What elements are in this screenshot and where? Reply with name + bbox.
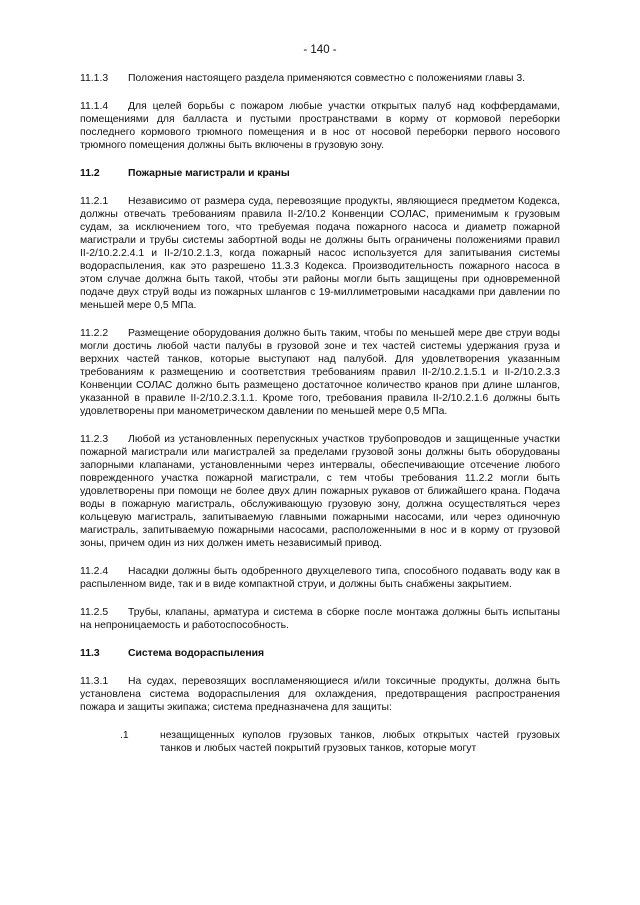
document-body (80, 72, 560, 755)
paragraph-number: 11.3.1 (80, 676, 109, 687)
paragraph-11-2-4 (80, 565, 560, 591)
list-item-1 (80, 729, 560, 755)
paragraph-number: 11.2.3 (80, 434, 109, 445)
paragraph-11-2-1 (80, 195, 560, 312)
section-number: 11.2 (80, 168, 100, 179)
paragraph-11-3-1 (80, 675, 560, 714)
paragraph-text: Независимо от размера суда, перевозящие продукты, являющиеся предметом Кодекса, должны отвечать требованиям правила II-2/10.2 Конвенции СОЛАС, применимым к грузовым судам, за исключением того, что требуемая подача пожарного насоса и диаметр пожарной магистрали и трубы системы забортной воды не должны быть ограничены положениями правил II-2/10.2.2.4.1 и II-2/10.2.1.3, когда пожарный насос используется для запитывания системы водораспыления, как это разрешено 11.3.3 Кодекса. Производительность пожарного насоса в этом случае должна быть такой, чтобы эти районы могли быть защищены при одновременной подаче двух струй воды из пожарных шлангов с 19-миллиметровыми насадками при давлении по меньшей мере 0,5 МПа. (80, 196, 560, 311)
paragraph-11-1-3 (80, 72, 560, 85)
list-item-text: незащищенных куполов грузовых танков, любых открытых частей грузовых танков и любых частей покрытий грузовых танков, которые могут (160, 730, 560, 754)
paragraph-text: Трубы, клапаны, арматура и система в сборке после монтажа должны быть испытаны на непроницаемость и работоспособность. (80, 607, 560, 631)
paragraph-text: Любой из установленных перепускных участков трубопроводов и защищенные участки пожарной магистрали или магистралей за пределами грузовой зоны должны быть оборудованы запорными клапанами, установленными через интервалы, обеспечивающие отсечение любого поврежденного участка пожарной магистрали, с тем чтобы требования 11.2.2 могли быть удовлетворены при помощи не более двух длин пожарных рукавов от ближайшего крана. Подача воды в пожарную магистраль, обслуживающую грузовую зону, должна осуществляться через кольцевую магистраль, запитываемую главными пожарными насосами, или через одиночную магистраль, запитываемую пожарными насосами, расположенными в нос и в корму от грузовой зоны, причем один из них должен иметь независимый привод. (80, 434, 560, 549)
section-title: Система водораспыления (128, 648, 265, 659)
section-title: Пожарные магистрали и краны (128, 168, 290, 179)
paragraph-number: 11.2.5 (80, 607, 109, 618)
section-heading-11-2 (80, 167, 560, 180)
paragraph-text: Для целей борьбы с пожаром любые участки открытых палуб над коффердамами, помещениями для балласта и пустыми пространствами в корму от кормовой переборки последнего кормового трюмного помещения и в нос от носовой переборки первого носового трюмного помещения должны быть включены в грузовую зону. (80, 101, 560, 151)
paragraph-text: На судах, перевозящих воспламеняющиеся и/или токсичные продукты, должна быть установлена система водораспыления для охлаждения, предотвращения распространения пожара и защиты экипажа; система предназначена для защиты: (80, 676, 560, 713)
paragraph-text: Насадки должны быть одобренного двухцелевого типа, способного подавать воду как в распыленном виде, так и в виде компактной струи, и должны быть снабжены закрытием. (80, 566, 560, 590)
list-marker: .1 (120, 730, 129, 741)
paragraph-text: Размещение оборудования должно быть таким, чтобы по меньшей мере две струи воды могли достичь любой части палубы в грузовой зоне и тех частей системы удержания груза и верхних частей танков, которые выступают над палубой. Для удовлетворения указанным требованиям к размещению и соответствия требованиям правил II-2/10.2.1.5.1 и II-2/10.2.3.3 Конвенции СОЛАС должно быть размещено достаточное количество кранов при длине шлангов, указанной в правиле II-2/10.2.3.1.1. Кроме того, требования правила II-2/10.2.1.6 должны быть удовлетворены при манометрическом давлении по меньшей мере 0,5 МПа. (80, 328, 560, 417)
page-number: - 140 - (303, 44, 337, 56)
paragraph-11-2-2 (80, 327, 560, 418)
section-heading-11-3 (80, 647, 560, 660)
paragraph-11-1-4 (80, 100, 560, 152)
paragraph-text: Положения настоящего раздела применяются совместно с положениями главы 3. (128, 73, 526, 84)
paragraph-11-2-3 (80, 433, 560, 550)
paragraph-number: 11.1.4 (80, 101, 109, 112)
paragraph-11-2-5 (80, 606, 560, 632)
paragraph-number: 11.1.3 (80, 73, 109, 84)
section-number: 11.3 (80, 648, 100, 659)
paragraph-number: 11.2.1 (80, 196, 109, 207)
paragraph-number: 11.2.2 (80, 328, 109, 339)
paragraph-number: 11.2.4 (80, 566, 109, 577)
